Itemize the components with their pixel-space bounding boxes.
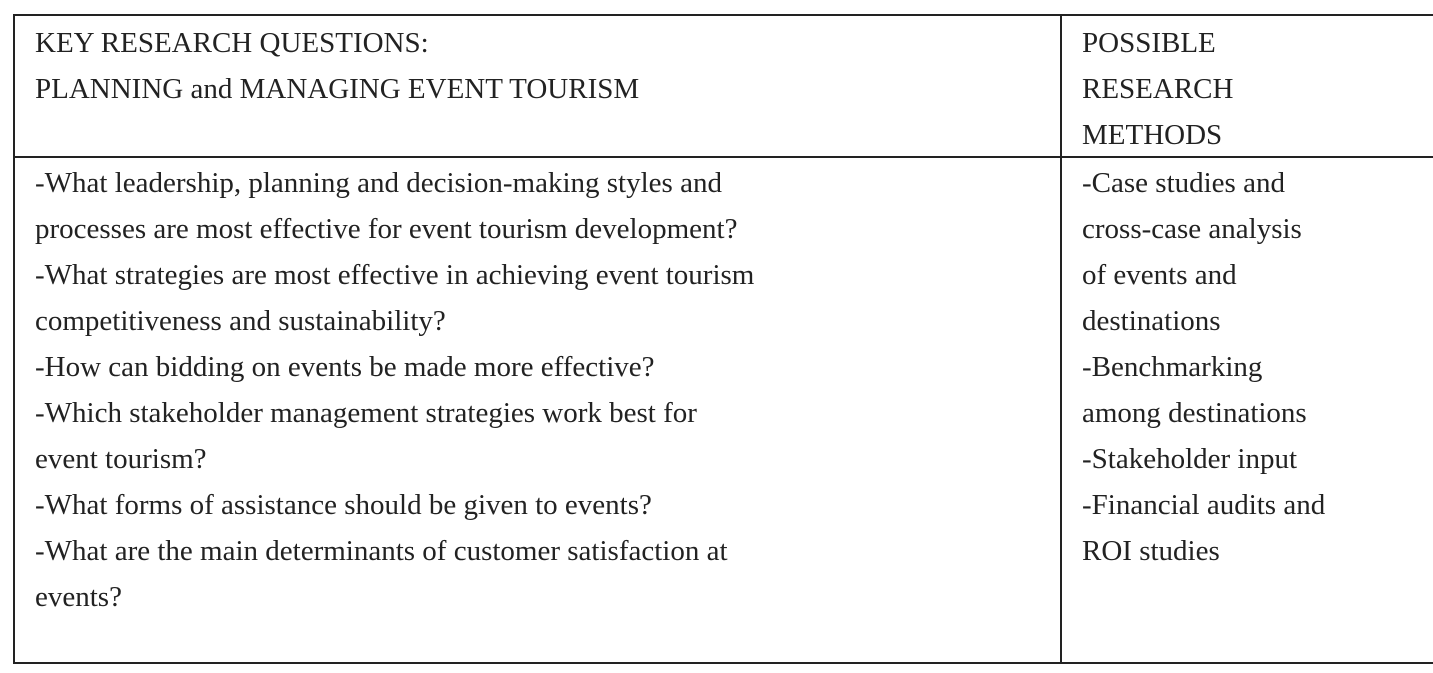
header-methods (1082, 20, 1233, 158)
text-line: cross-case analysis (1082, 213, 1302, 245)
text-line: events? (35, 581, 122, 613)
text-line: -How can bidding on events be made more effective? (35, 351, 655, 383)
text-line: -Stakeholder input (1082, 443, 1298, 475)
text-line: competitiveness and sustainability? (35, 305, 446, 337)
text-line: -Benchmarking (1082, 351, 1263, 383)
text-line: event tourism? (35, 443, 207, 475)
text-line: of events and (1082, 259, 1237, 291)
text-line: RESEARCH (1082, 73, 1234, 105)
text-line: -What are the main determinants of customer satisfaction at (35, 535, 728, 567)
text-line: METHODS (1082, 119, 1223, 151)
text-line: -What forms of assistance should be given to events? (35, 489, 652, 521)
text-line: -What leadership, planning and decision-making styles and (35, 167, 722, 199)
text-line: -Financial audits and (1082, 489, 1326, 521)
text-line: ROI studies (1082, 535, 1220, 567)
text-line: among destinations (1082, 397, 1307, 429)
text-line: POSSIBLE (1082, 27, 1216, 59)
header-questions (35, 20, 639, 112)
text-line: KEY RESEARCH QUESTIONS: (35, 27, 429, 59)
questions-cell (35, 160, 754, 620)
text-line: PLANNING and MANAGING EVENT TOURISM (35, 73, 640, 105)
text-line: -Which stakeholder management strategies work best for (35, 397, 697, 429)
methods-cell (1082, 160, 1325, 574)
text-line: processes are most effective for event tourism development? (35, 213, 738, 245)
column-divider (1060, 16, 1062, 662)
text-line: -What strategies are most effective in achieving event tourism (35, 259, 755, 291)
text-line: destinations (1082, 305, 1221, 337)
text-line: -Case studies and (1082, 167, 1285, 199)
research-table (13, 14, 1433, 664)
